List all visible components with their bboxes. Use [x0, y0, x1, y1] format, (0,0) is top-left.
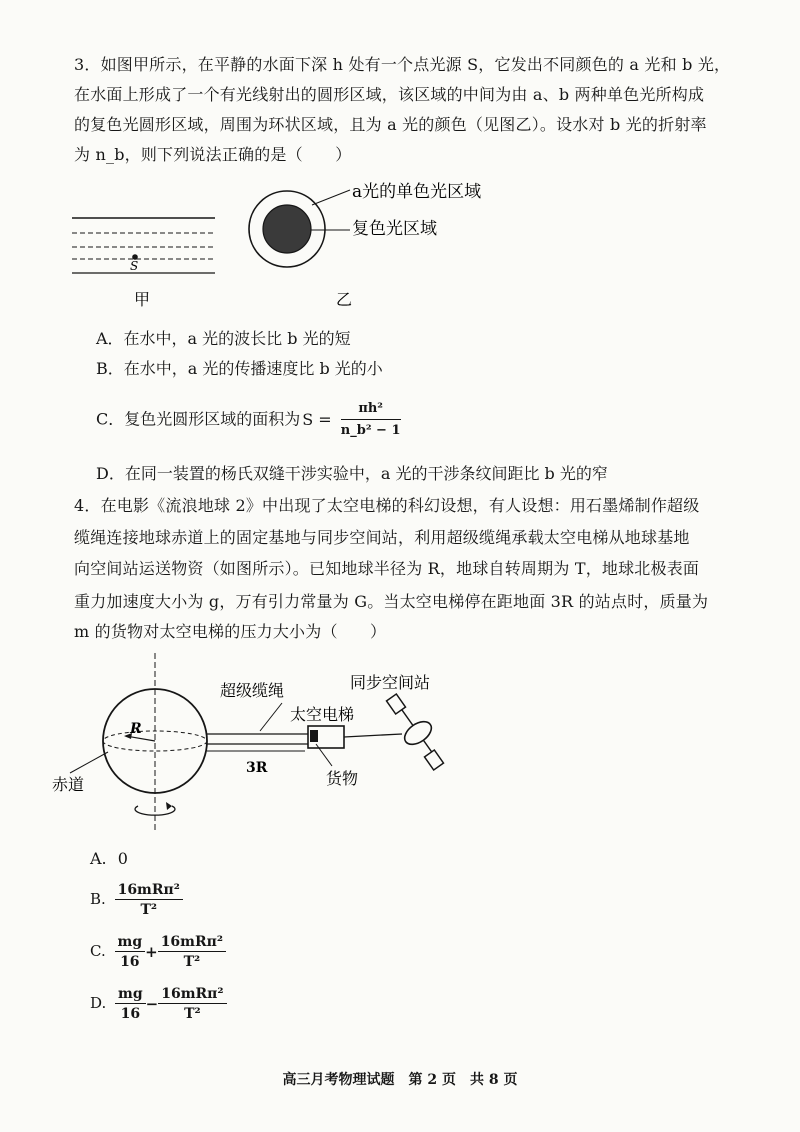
fraction-denominator: 16: [120, 1006, 141, 1022]
inner-disc: [263, 205, 311, 253]
q3-option-b: B．在水中，a 光的传播速度比 b 光的小: [96, 359, 383, 378]
q3-option-c-prefix: C．复色光圆形区域的面积为: [96, 409, 301, 429]
option-d-fraction-2: [158, 986, 226, 1022]
equator-label: 赤道: [52, 775, 85, 794]
q4-figure: [50, 648, 470, 838]
q4-line-5: m 的货物对太空电梯的压力大小为（ ）: [74, 622, 387, 641]
option-d-operator: −: [145, 995, 159, 1013]
fig-jia-label: 甲: [134, 290, 151, 309]
cable-label: 超级缆绳: [220, 681, 285, 700]
q3-option-c: [96, 400, 401, 440]
option-c-fraction-2: [158, 934, 226, 970]
cargo-box: [310, 730, 318, 742]
fraction-numerator: mg: [115, 934, 146, 952]
earth: [52, 653, 207, 833]
water-surface-figure: [72, 218, 215, 309]
q3-option-d: D．在同一装置的杨氏双缝干涉实验中，a 光的干涉条纹间距比 b 光的窄: [96, 464, 608, 483]
elevator-label: 太空电梯: [290, 705, 355, 724]
option-b-letter: B.: [90, 890, 106, 908]
option-c-letter: C.: [90, 942, 106, 960]
fraction-numerator: 16mRπ²: [158, 934, 226, 952]
option-d-letter: D.: [90, 994, 107, 1012]
space-station-icon: [350, 673, 444, 770]
q3-figure: [60, 175, 520, 315]
q3-option-a: A．在水中，a 光的波长比 b 光的短: [96, 329, 351, 348]
q4-option-a: [90, 849, 128, 868]
fraction-numerator: 16mRπ²: [158, 986, 226, 1004]
fraction-denominator: n_b² − 1: [340, 423, 401, 438]
a-region-label: a光的单色光区域: [352, 182, 482, 202]
q4-line-1: 4．在电影《流浪地球 2》中出现了太空电梯的科幻设想，有人设想：用石墨烯制作超级: [74, 496, 700, 515]
q3-option-c-lhs: S =: [302, 409, 332, 429]
option-a-value: 0: [117, 849, 128, 868]
equator-leader: [70, 752, 108, 773]
station-label: 同步空间站: [350, 673, 431, 692]
mixed-region-label: 复色光区域: [352, 219, 437, 239]
q3-line-1: 3．如图甲所示，在平静的水面下深 h 处有一个点光源 S，它发出不同颜色的 a 光和 b 光，: [74, 55, 731, 74]
leader-line-a: [312, 190, 350, 205]
q4-option-d: [90, 986, 227, 1022]
q3-line-3: 的复色光圆形区域，周围为环状区域，且为 a 光的颜色（见图乙）。设水对 b 光的折射率: [74, 115, 707, 134]
q4-option-b: [90, 882, 183, 918]
circle-region-figure: [249, 182, 481, 309]
fig-yi-label: 乙: [336, 290, 353, 309]
rotation-arrowhead-icon: [166, 802, 172, 810]
option-c-fraction-1: [115, 934, 146, 970]
q4-line-3: 向空间站运送物资（如图所示）。已知地球半径为 R，地球自转周期为 T，地球北极表面: [74, 559, 700, 578]
cable-leader: [260, 703, 282, 731]
q4-line-4: 重力加速度大小为 g，万有引力常量为 G。当太空电梯停在距地面 3R 的站点时，质量为: [74, 592, 709, 611]
page-footer: 高三月考物理试题 第 2 页 共 8 页: [282, 1072, 518, 1088]
source-label: S: [130, 259, 139, 273]
q3-option-c-fraction: [341, 400, 401, 440]
radius-label: R: [130, 721, 142, 737]
fraction-denominator: T²: [140, 902, 158, 918]
q4-line-2: 缆绳连接地球赤道上的固定基地与同步空间站，利用超级缆绳承载太空电梯从地球基地: [74, 528, 690, 547]
option-c-operator: +: [145, 943, 158, 961]
space-elevator: [290, 705, 358, 788]
q3-line-2: 在水面上形成了一个有光线射出的圆形区域，该区域的中间为由 a、b 两种单色光所构成: [74, 85, 705, 104]
fraction-denominator: T²: [184, 1006, 201, 1022]
option-a-letter: A.: [90, 849, 107, 868]
fraction-denominator: 16: [120, 954, 140, 970]
q4-option-c: [90, 934, 226, 970]
option-d-fraction-1: [115, 986, 146, 1022]
upper-cable: [344, 734, 402, 737]
option-b-fraction: [115, 882, 183, 918]
cargo-label: 货物: [326, 769, 359, 788]
q3-line-4: 为 n_b，则下列说法正确的是（ ）: [74, 145, 352, 164]
fraction-numerator: mg: [115, 986, 146, 1004]
fraction-denominator: T²: [183, 954, 201, 970]
distance-label: 3R: [246, 760, 268, 776]
fraction-numerator: πh²: [341, 400, 401, 420]
fraction-numerator: 16mRπ²: [115, 882, 183, 900]
